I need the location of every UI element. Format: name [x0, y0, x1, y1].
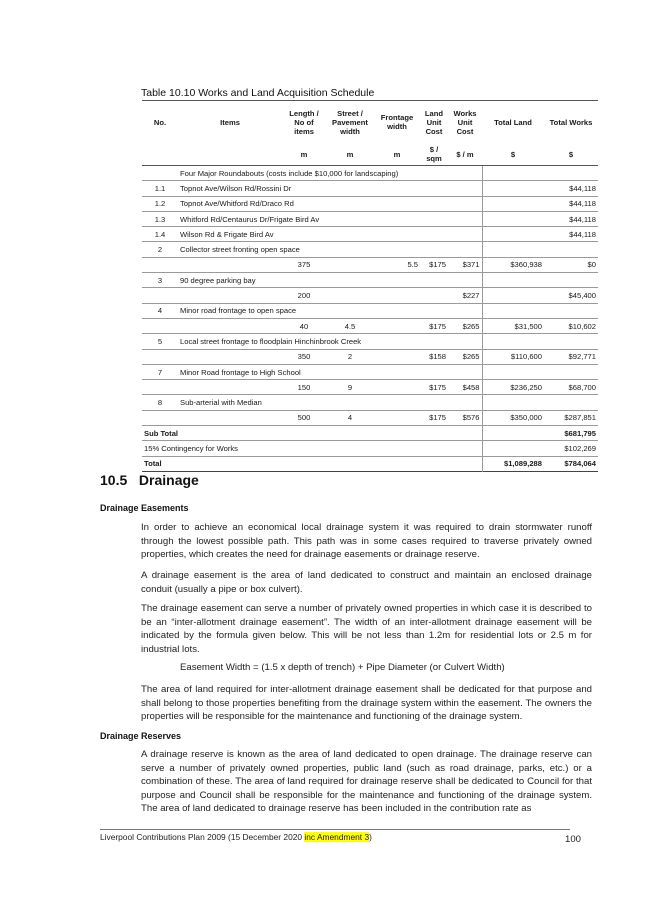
item-name: Sub-arterial with Median [180, 398, 262, 408]
table-row [142, 166, 598, 181]
land-unit-cost: $175 [429, 321, 446, 331]
total-works: $44,118 [569, 229, 596, 239]
col-header: Items [178, 101, 282, 144]
total-land-sum: $1,089,288 [482, 456, 544, 471]
table-row [142, 211, 598, 226]
works-unit-cost: $576 [462, 413, 480, 423]
item-name: Minor Road frontage to High School [180, 367, 301, 377]
frontage-value: 5.5 [407, 260, 418, 270]
col-header: Length / No of items [282, 101, 326, 144]
total-works: $0 [587, 260, 596, 270]
item-number: 2 [157, 245, 163, 255]
unit-label: $ [544, 143, 598, 166]
pavement-width: 9 [347, 382, 353, 392]
unit-label: $ [482, 143, 544, 166]
works-unit-cost: $371 [462, 260, 480, 270]
footer-divider [100, 829, 570, 830]
table-row [142, 395, 598, 410]
total-works: $45,400 [568, 291, 596, 301]
works-unit-cost: $458 [462, 382, 480, 392]
contingency-row [142, 441, 598, 456]
pavement-width: 4.5 [344, 321, 356, 331]
section-title: Drainage [138, 472, 199, 488]
unit-label: m [374, 143, 420, 166]
length-value: 40 [299, 321, 309, 331]
total-works: $44,118 [569, 183, 596, 193]
total-works: $44,118 [569, 214, 596, 224]
paragraph: The area of land required for inter-allotment drainage easement shall be dedicated for that purpose and shall belong to those properties benefiting from the drainage system within the easement. The owners the properties will be responsible for the maintenance and functioning of the drainage system. [141, 684, 592, 723]
item-number: 3 [157, 275, 163, 285]
item-name: Whitford Rd/Centaurus Dr/Frigate Bird Av [180, 214, 320, 224]
total-land: $350,000 [482, 410, 544, 425]
length-value: 375 [297, 260, 311, 270]
paragraph: A drainage reserve is known as the area of land dedicated to open drainage. The drainage reserve can serve a number of privately owned properties, public land (such as road drainage, parks, etc.) or a combination of these. The area of land required for drainage reserve shall be dedicated to Council for that purpose and Council shall be responsible for the maintenance and functioning of the drainage system. The area of land dedicated to drainage reserve has been included in the contribution rate as [141, 749, 592, 815]
item-number: 4 [157, 306, 163, 316]
table-row [142, 196, 598, 211]
col-header: Works Unit Cost [448, 101, 482, 144]
item-number: 8 [157, 398, 163, 408]
total-works: $287,851 [564, 413, 596, 423]
unit-label [142, 143, 178, 166]
item-number: 1.4 [154, 229, 166, 239]
table-row [142, 257, 598, 272]
paragraph: In order to achieve an economical local drainage system it was required to drain stormwater runoff through the lowest possible path. This path was in some cases required to traverse privately owned properties, which creates the need for drainage easements or drainage reserve. [141, 522, 592, 561]
table-row [142, 227, 598, 242]
item-number: 1.2 [154, 199, 166, 209]
table-row [142, 242, 598, 257]
item-name: Minor road frontage to open space [180, 306, 297, 316]
table-row [142, 380, 598, 395]
item-number: 7 [157, 367, 163, 377]
unit-label: $ / sqm [420, 143, 448, 166]
total-land: $110,600 [482, 349, 544, 364]
length-value: 500 [297, 413, 311, 423]
item-number: 1.1 [154, 183, 166, 193]
length-value: 200 [297, 291, 311, 301]
table-row [142, 303, 598, 318]
section-number: 10.5 [100, 472, 128, 488]
total-land: $236,250 [482, 380, 544, 395]
length-value: 350 [297, 352, 311, 362]
total-label: Total [144, 459, 162, 469]
page-number: 100 [565, 834, 582, 845]
pavement-width: 4 [347, 413, 353, 423]
works-unit-cost: $265 [462, 352, 480, 362]
total-row [142, 456, 598, 471]
paragraph: The drainage easement can serve a number of privately owned properties in which case it is described to be an “inter-allotment drainage easement”. The width of an inter-allotment drainage easement will be indicated by the formula given below. This will be not less than 1.2m for residential lots or 2.5 m for industrial lots. [141, 603, 592, 655]
land-unit-cost: $158 [429, 352, 446, 362]
header-row [142, 101, 598, 144]
unit-label: m [282, 143, 326, 166]
subtotal-label: Sub Total [144, 428, 179, 438]
table-row [142, 318, 598, 333]
item-number: 5 [157, 336, 163, 346]
easement-formula: Easement Width = (1.5 x depth of trench) + Pipe Diameter (or Culvert Width) [180, 662, 505, 673]
pavement-width: 2 [347, 352, 353, 362]
col-header: Frontage width [374, 101, 420, 144]
table-row [142, 364, 598, 379]
works-land-schedule-table [142, 100, 598, 472]
works-unit-cost: $265 [462, 321, 480, 331]
contingency-label: 15% Contingency for Works [144, 443, 238, 453]
subtotal-works: $681,795 [564, 428, 596, 438]
contingency-works: $102,269 [564, 443, 596, 453]
col-header: Total Works [544, 101, 598, 144]
unit-label: m [326, 143, 374, 166]
footer-highlight: inc Amendment 3 [304, 832, 370, 842]
col-header: No. [142, 101, 178, 144]
item-number: 1.3 [154, 214, 166, 224]
units-row [142, 143, 598, 166]
footer-text: Liverpool Contributions Plan 2009 (15 December 2020 [100, 832, 305, 842]
total-works: $68,700 [568, 382, 596, 392]
total-land: $360,938 [482, 257, 544, 272]
subtotal-row [142, 426, 598, 441]
total-works: $44,118 [569, 199, 596, 209]
unit-label: $ / m [448, 143, 482, 166]
item-name: Topnot Ave/Whitford Rd/Draco Rd [180, 199, 294, 209]
col-header: Land Unit Cost [420, 101, 448, 144]
item-name: Wilson Rd & Frigate Bird Av [180, 229, 274, 239]
total-works: $10,602 [568, 321, 596, 331]
land-unit-cost: $175 [429, 260, 446, 270]
table-row [142, 181, 598, 196]
item-name: Local street frontage to floodplain Hinchinbrook Creek [180, 336, 362, 346]
total-works: $92,771 [568, 352, 596, 362]
table-row [142, 410, 598, 425]
total-land: $31,500 [482, 318, 544, 333]
section-heading [100, 472, 199, 488]
works-unit-cost: $227 [462, 291, 480, 301]
table-row [142, 349, 598, 364]
land-unit-cost: $175 [429, 413, 446, 423]
item-name: Collector street fronting open space [180, 245, 300, 255]
unit-label [178, 143, 282, 166]
col-header: Street / Pavement width [326, 101, 374, 144]
table-row [142, 273, 598, 288]
length-value: 150 [297, 382, 311, 392]
item-name: Topnot Ave/Wilson Rd/Rossini Dr [180, 183, 292, 193]
land-unit-cost: $175 [429, 382, 446, 392]
paragraph: A drainage easement is the area of land dedicated to construct and maintain an enclosed drainage conduit (usually a pipe or box culvert). [141, 570, 592, 595]
col-header: Total Land [482, 101, 544, 144]
item-name: 90 degree parking bay [180, 275, 256, 285]
group-heading: Four Major Roundabouts (costs include $10,000 for landscaping) [180, 168, 399, 178]
subheading-easements: Drainage Easements [100, 503, 189, 513]
footer-close: ) [369, 832, 372, 842]
subheading-reserves: Drainage Reserves [100, 731, 182, 741]
table-caption: Table 10.10 Works and Land Acquisition Schedule [141, 87, 375, 99]
footer [100, 832, 372, 842]
table-row [142, 334, 598, 349]
table-row [142, 288, 598, 303]
total-works-sum: $784,064 [564, 459, 596, 469]
